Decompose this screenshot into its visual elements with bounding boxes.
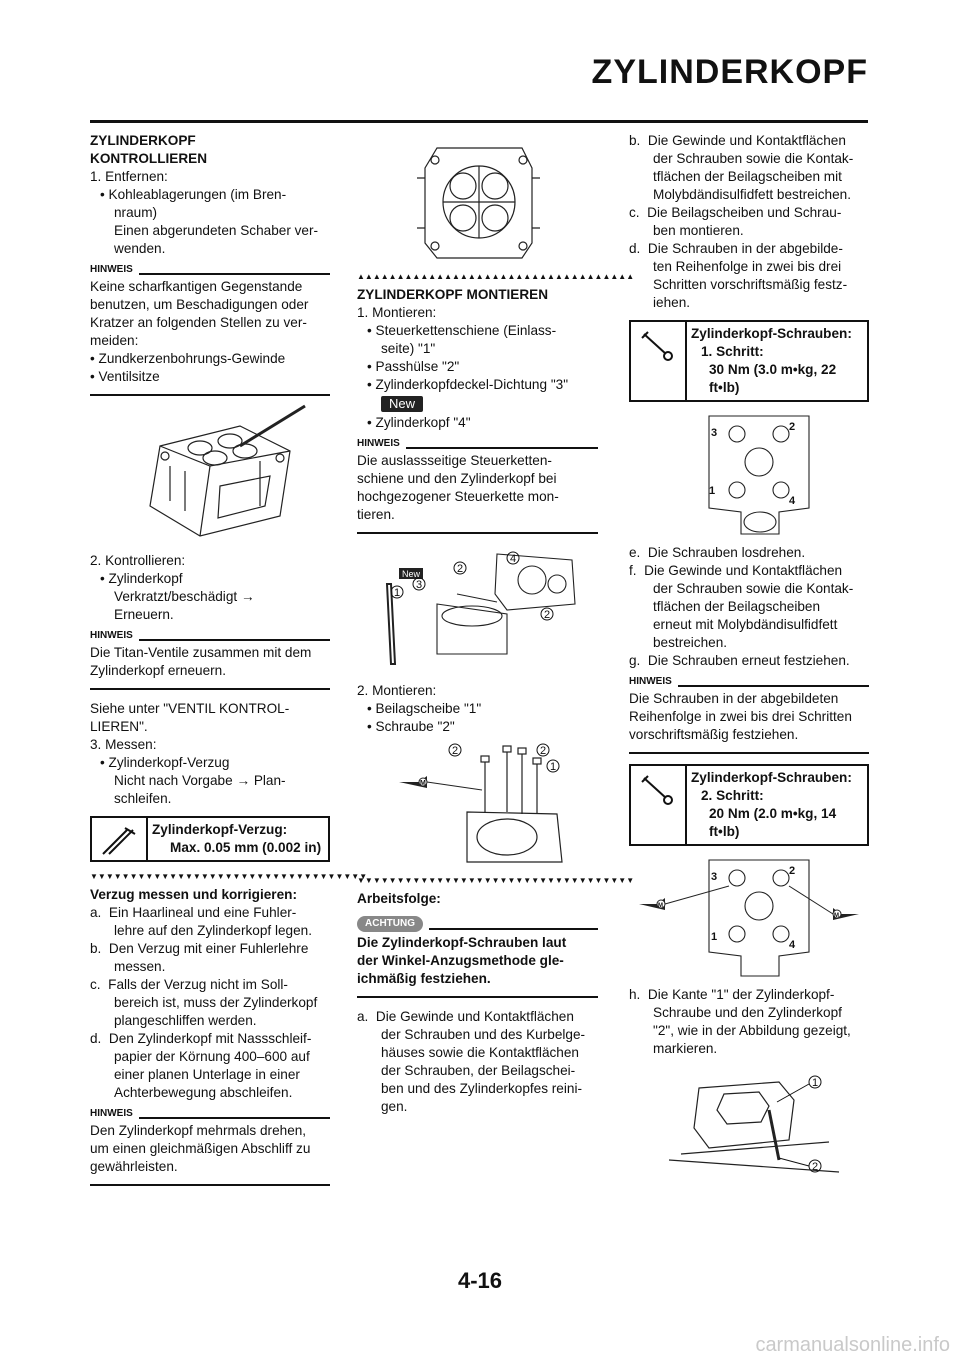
bolts-washers-illustration (357, 742, 598, 870)
note-1-line: Keine scharfkantigen Gegenstande (90, 279, 303, 294)
section-heading-2: KONTROLLIEREN (90, 151, 208, 166)
spec-box-torque-step-1 (629, 320, 869, 402)
sequence-3: 3 (711, 427, 718, 439)
callout-1: 1 (394, 587, 401, 599)
caution-header (357, 916, 598, 932)
svg-text:M: M (420, 780, 426, 787)
caution-line: Die Zylinderkopf-Schrauben laut (357, 935, 567, 950)
column-3 (629, 132, 869, 1188)
note-3-end-rule (90, 1184, 330, 1186)
note-label: HINWEIS (357, 438, 400, 449)
torque-wrench-icon (631, 322, 687, 400)
note-1-bullet: • Zundkerzenbohrungs-Gewinde (90, 351, 286, 366)
note-body (629, 688, 869, 744)
step-1-bullet: • Zylinderkopfdeckel-Dichtung "3" (367, 377, 569, 392)
torque-wrench-icon (631, 766, 687, 844)
note-2-line: Zylinderkopf erneuern. (90, 663, 227, 678)
note-label: HINWEIS (629, 676, 672, 687)
step-1-bullet-cont: seite) "1" (381, 341, 436, 356)
sequence-4: 4 (789, 939, 796, 951)
callout-1: 1 (550, 761, 557, 773)
triangle-divider-down: ▼▼▼▼▼▼▼▼▼▼▼▼▼▼▼▼▼▼▼▼▼▼▼▼▼▼▼▼▼▼▼▼▼▼▼ (90, 872, 368, 881)
page-number: 4-16 (457, 1268, 503, 1293)
note-2-header (90, 630, 330, 642)
caution-body (357, 932, 598, 988)
sequence-1: 1 (709, 485, 716, 497)
triangle-divider-up: ▲▲▲▲▲▲▲▲▲▲▲▲▲▲▲▲▲▲▲▲▲▲▲▲▲▲▲▲▲▲▲▲▲▲▲ (357, 272, 635, 281)
spec-step: 2. Schritt: (701, 788, 764, 803)
callout-1: 1 (812, 1077, 819, 1089)
step-2-bullet: • Beilagscheibe "1" (367, 701, 482, 716)
bolt-sequence-illustration-1 (629, 412, 869, 538)
step-2-sub-1: Verkratzt/beschädigt → (114, 589, 255, 604)
spec-box-warpage (90, 816, 330, 862)
callout-2: 2 (452, 745, 459, 757)
step-2: 2. Kontrollieren: (90, 553, 186, 568)
sequence-heading: Arbeitsfolge: (357, 891, 441, 906)
note-3-line: gewährleisten. (90, 1159, 178, 1174)
procedure-step-c: c. Falls der Verzug nicht im Soll- bereich ist, muss der Zylinderkopf plangeschliffen werden. (90, 977, 318, 1028)
spec-box-torque-step-2 (629, 764, 869, 846)
procedure-heading: Verzug messen und korrigieren: (90, 887, 297, 902)
note-3-body (90, 1120, 330, 1176)
sequence-1: 1 (711, 931, 718, 943)
callout-2b: 2 (544, 609, 551, 621)
note-2-end-rule (90, 688, 330, 690)
callout-2: 2 (812, 1161, 819, 1173)
step-1-sub-2: wenden. (114, 241, 166, 256)
step-3-sub-1: Nicht nach Vorgabe → Plan- (114, 773, 286, 788)
molybdenum-grease-icon (639, 886, 729, 910)
spec-value: 30 Nm (3.0 m•kg, 22 (709, 362, 837, 377)
step-1: 1. Entfernen: (90, 169, 168, 184)
note-3-header (90, 1108, 330, 1120)
title-rule (90, 120, 868, 123)
callout-2: 2 (457, 563, 464, 575)
step-1-bullet: • Kohleablagerungen (im Bren- (100, 187, 287, 202)
step-1: 1. Montieren: (357, 305, 437, 320)
sequence-2: 2 (789, 865, 796, 877)
note-1-line: meiden: (90, 333, 139, 348)
arrow-icon: → (236, 773, 251, 788)
sequence-step-f: f. Die Gewinde und Kontaktflächen der Schrauben sowie die Kontak- tflächen der Beilagscheiben erneut mit Molybdändisulfidfett bestreichen. (629, 563, 854, 650)
sequence-step-a: a. Die Gewinde und Kontaktflächen der Schrauben und des Kurbelge- häuses sowie die Kontaktflächen der Schrauben, der Beilagschei- ben und des Zylinderkopfes reini- gen. (357, 1009, 586, 1114)
note-line: Reihenfolge in zwei bis drei Schritten (629, 709, 852, 724)
note-2-line: Die Titan-Ventile zusammen mit dem (90, 645, 312, 660)
note-line: Die Schrauben in der abgebildeten (629, 691, 839, 706)
grease-mark-left: M (658, 903, 663, 909)
sequence-step-d: d. Die Schrauben in der abgebilde- ten Reihenfolge in zwei bis drei Schritten vorschriftsmäßig festz- iehen. (629, 241, 848, 310)
grease-mark-right: M (834, 913, 839, 919)
procedure-step-a: a. Ein Haarlineal und eine Fuhler- lehre auf den Zylinderkopf legen. (90, 905, 312, 938)
spec-value: Max. 0.05 mm (0.002 in) (170, 840, 322, 855)
note-line: schiene und den Zylinderkopf bei (357, 471, 557, 486)
caution-badge: ACHTUNG (357, 916, 423, 932)
molybdenum-grease-icon (399, 776, 482, 790)
step-1-bullet: • Steuerkettenschiene (Einlass- (367, 323, 557, 338)
procedure-step-d: d. Den Zylinderkopf mit Nassschleif- papier der Körnung 400–600 auf einer planen Unterlage in einer Achterbewegung abschleifen. (90, 1031, 312, 1100)
callout-2b: 2 (540, 745, 547, 757)
section-heading: ZYLINDERKOPF (90, 133, 196, 148)
spec-value-cont: ft•lb) (709, 380, 740, 395)
watermark: carmanualsonline.info (755, 1334, 950, 1356)
sequence-4: 4 (789, 495, 796, 507)
note-1-body (90, 276, 330, 386)
step-1-sub-1: Einen abgerundeten Schaber ver- (114, 223, 319, 238)
section-heading: ZYLINDERKOPF MONTIEREN (357, 287, 549, 302)
reference-line: Siehe unter "VENTIL KONTROL- (90, 701, 290, 716)
step-2: 2. Montieren: (357, 683, 437, 698)
spec-title: Zylinderkopf-Schrauben: (691, 326, 852, 341)
spec-title: Zylinderkopf-Verzug: (152, 822, 288, 837)
page-title: ZYLINDERKOPF (591, 53, 868, 91)
spec-value-cont: ft•lb) (709, 824, 740, 839)
spec-title: Zylinderkopf-Schrauben: (691, 770, 852, 785)
caution-line: ichmäßig festziehen. (357, 971, 491, 986)
note-1-header (90, 264, 330, 276)
callout-3: 3 (416, 579, 423, 591)
sequence-step-g: g. Die Schrauben erneut festziehen. (629, 653, 850, 668)
note-1-end-rule (90, 394, 330, 396)
step-3-bullet: • Zylinderkopf-Verzug (100, 755, 230, 770)
molybdenum-grease-icon (789, 886, 859, 920)
sequence-step-h: h. Die Kante "1" der Zylinderkopf- Schraube und den Zylinderkopf "2", wie in der Abbildung gezeigt, markieren. (629, 987, 851, 1056)
step-1-bullet-cont: nraum) (114, 205, 158, 220)
column-1 (90, 132, 368, 1196)
step-1-bullet: • Zylinderkopf "4" (367, 415, 471, 430)
cylinder-head-top-illustration (357, 138, 598, 266)
caution-line: der Winkel-Anzugsmethode gle- (357, 953, 564, 968)
step-2-bullet: • Zylinderkopf (100, 571, 183, 586)
arrow-icon: → (240, 589, 255, 604)
note-3-line: Den Zylinderkopf mehrmals drehen, (90, 1123, 307, 1138)
spec-step: 1. Schritt: (701, 344, 764, 359)
step-2-bullet: • Schraube "2" (367, 719, 455, 734)
sequence-3: 3 (711, 871, 718, 883)
note-body (357, 450, 598, 524)
note-1-bullet: • Ventilsitze (90, 369, 160, 384)
bolt-marking-illustration (629, 1070, 869, 1182)
triangle-divider-down: ▼▼▼▼▼▼▼▼▼▼▼▼▼▼▼▼▼▼▼▼▼▼▼▼▼▼▼▼▼▼▼▼▼▼▼ (357, 876, 635, 885)
step-3: 3. Messen: (90, 737, 157, 752)
note-line: vorschriftsmäßig festziehen. (629, 727, 799, 742)
note-2-label: HINWEIS (90, 630, 133, 641)
bolt-sequence-illustration-2 (629, 856, 869, 980)
step-3-sub-2: schleifen. (114, 791, 172, 806)
new-part-badge: New (381, 396, 423, 412)
note-line: hochgezogener Steuerkette mon- (357, 489, 559, 504)
note-3-label: HINWEIS (90, 1108, 133, 1119)
note-1-label: HINWEIS (90, 264, 133, 275)
note-header (629, 676, 869, 688)
sequence-2: 2 (789, 421, 796, 433)
callout-4: 4 (510, 553, 517, 565)
sequence-step-b: b. Die Gewinde und Kontaktflächen der Schrauben sowie die Kontak- tflächen der Beilagscheiben mit Molybdändisulfidfett bestreichen. (629, 133, 854, 202)
column-2 (357, 132, 635, 1116)
note-1-line: benutzen, um Beschadigungen oder (90, 297, 309, 312)
sequence-step-e: e. Die Schrauben losdrehen. (629, 545, 806, 560)
feeler-gauge-icon (92, 818, 148, 860)
step-1-bullet: • Passhülse "2" (367, 359, 460, 374)
cylinder-head-scraper-illustration (90, 406, 330, 546)
note-1-line: Kratzer an folgenden Stellen zu ver- (90, 315, 307, 330)
cylinder-head-assembly-illustration (357, 544, 598, 676)
caution-end-rule (357, 996, 598, 998)
note-header (357, 438, 598, 450)
note-3-line: um einen gleichmäßigen Abschliff zu (90, 1141, 311, 1156)
spec-value: 20 Nm (2.0 m•kg, 14 (709, 806, 837, 821)
procedure-step-b: b. Den Verzug mit einer Fuhlerlehre messen. (90, 941, 309, 974)
note-end-rule (357, 532, 598, 534)
note-2-body (90, 642, 330, 680)
step-2-sub-2: Erneuern. (114, 607, 174, 622)
note-line: Die auslassseitige Steuerketten- (357, 453, 552, 468)
sequence-step-c: c. Die Beilagscheiben und Schrau- ben montieren. (629, 205, 842, 238)
note-end-rule (629, 752, 869, 754)
note-line: tieren. (357, 507, 395, 522)
reference-line: LIEREN". (90, 719, 148, 734)
fig1-new-label: New (402, 569, 421, 579)
